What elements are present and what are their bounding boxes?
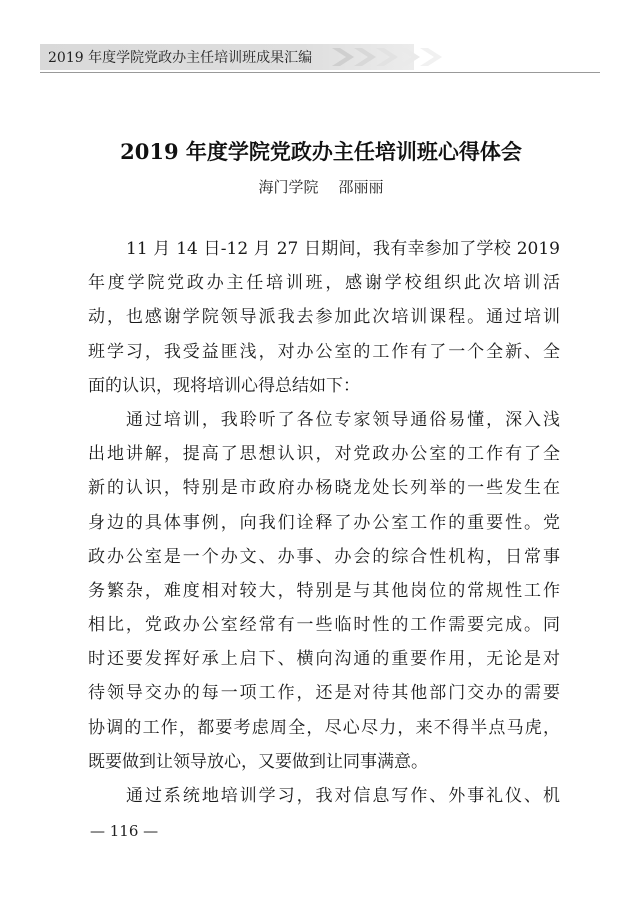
- body-line: 务繁杂，难度相对较大，特别是与其他岗位的常规性工作: [88, 580, 560, 601]
- body-line: 政办公室是一个办文、办事、办会的综合性机构，日常事: [88, 546, 560, 567]
- article-title: 2019 年度学院党政办主任培训班心得体会: [120, 139, 522, 164]
- running-header-text: 2019 年度学院党政办主任培训班成果汇编: [48, 50, 313, 66]
- body-line: 相比，党政办公室经常有一些临时性的工作需要完成。同: [88, 615, 560, 636]
- body-line: 协调的工作，都要考虑周全，尽心尽力，来不得半点马虎，: [88, 717, 560, 738]
- body-line: 身边的具体事例，向我们诠释了办公室工作的重要性。党: [88, 512, 560, 533]
- body-line: 通过培训，我聆听了各位专家领导通俗易懂，深入浅: [126, 409, 560, 430]
- body-line: 11 月 14 日-12 月 27 日期间，我有幸参加了学校 2019: [126, 239, 560, 259]
- author-name: 邵丽丽: [338, 178, 384, 196]
- author-organization: 海门学院: [258, 178, 319, 196]
- header-divider: [40, 72, 600, 73]
- article-author: [0, 176, 642, 197]
- header-chevron-decoration: [318, 44, 468, 70]
- body-line: 待领导交办的每一项工作，还是对待其他部门交办的需要: [88, 683, 560, 704]
- body-line: 年度学院党政办主任培训班，感谢学校组织此次培训活: [88, 273, 560, 294]
- body-line: 时还要发挥好承上启下、横向沟通的重要作用，无论是对: [88, 649, 560, 670]
- body-line: 面的认识，现将培训心得总结如下：: [88, 375, 360, 396]
- body-line: 出地讲解，提高了思想认识，对党政办公室的工作有了全: [88, 444, 560, 465]
- article-body: [88, 232, 560, 813]
- page-number: — 116 —: [90, 822, 159, 840]
- body-line: 动，也感谢学院领导派我去参加此次培训课程。通过培训: [88, 307, 560, 328]
- body-line: 通过系统地培训学习，我对信息写作、外事礼仪、机: [126, 786, 560, 806]
- body-line: 既要做到让领导放心，又要做到让同事满意。: [88, 751, 428, 772]
- body-line: 新的认识，特别是市政府办杨晓龙处长列举的一些发生在: [88, 478, 560, 499]
- body-line: 班学习，我受益匪浅，对办公室的工作有了一个全新、全: [88, 341, 560, 362]
